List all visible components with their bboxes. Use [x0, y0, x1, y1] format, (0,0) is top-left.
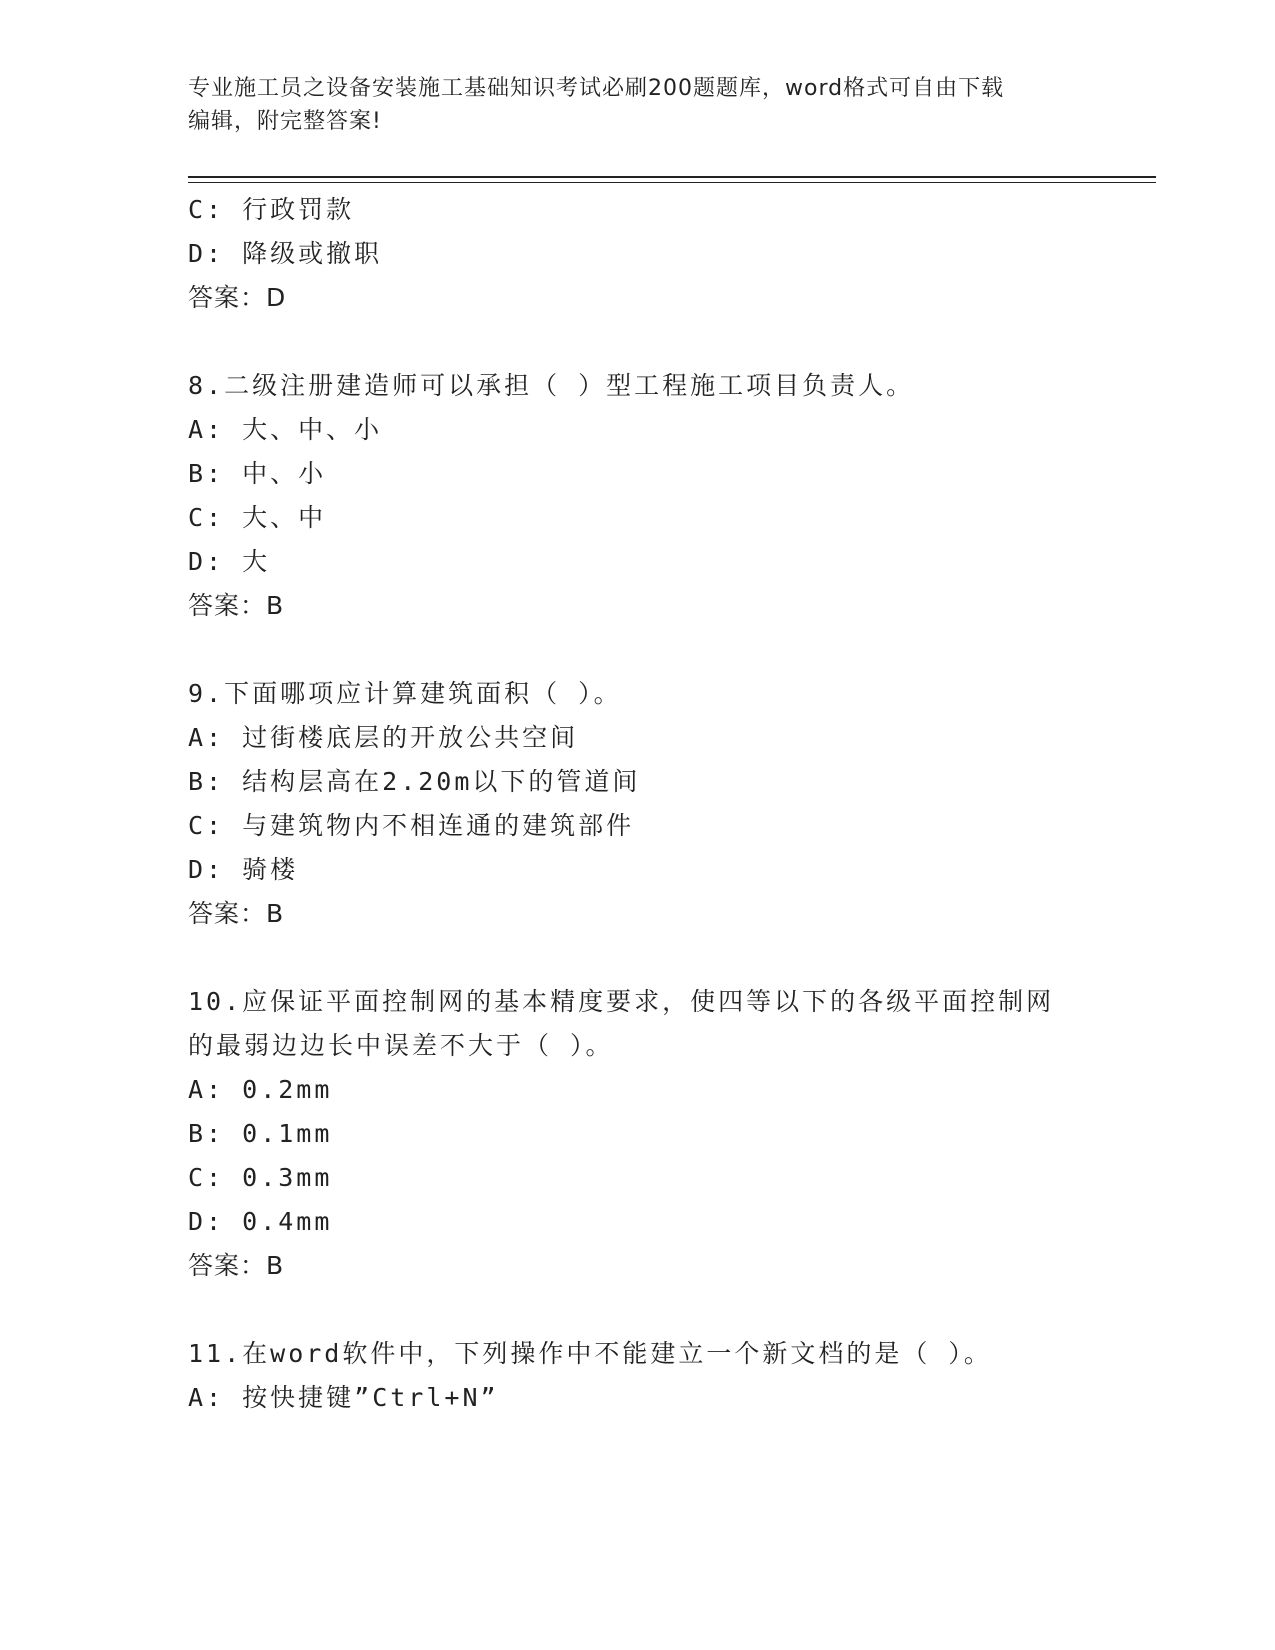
question-10-option-c: C: 0.3mm: [188, 1163, 333, 1192]
question-9-answer: 答案：B: [188, 899, 285, 928]
question-8-option-a: A: 大、中、小: [188, 415, 383, 444]
question-9-stem: 9.下面哪项应计算建筑面积（ ）。: [188, 679, 622, 708]
prev-option-c: C: 行政罚款: [188, 195, 355, 224]
question-8-option-c: C: 大、中: [188, 503, 327, 532]
header-divider-thin: [188, 182, 1156, 183]
question-8-option-d: D: 大: [188, 547, 271, 576]
header-line-2: 编辑，附完整答案!: [188, 109, 382, 134]
question-11-option-a: A: 按快捷键”Ctrl+N”: [188, 1383, 499, 1412]
question-10-stem-line-1: 10.应保证平面控制网的基本精度要求，使四等以下的各级平面控制网: [188, 987, 1055, 1016]
question-10-option-d: D: 0.4mm: [188, 1207, 333, 1236]
question-9-option-c: C: 与建筑物内不相连通的建筑部件: [188, 811, 635, 840]
question-10-stem-line-2: 的最弱边边长中误差不大于（ ）。: [188, 1031, 614, 1060]
question-10-answer: 答案：B: [188, 1251, 285, 1280]
question-11-stem: 11.在word软件中，下列操作中不能建立一个新文档的是（ ）。: [188, 1339, 992, 1368]
question-8-option-b: B: 中、小: [188, 459, 327, 488]
question-9-option-a: A: 过街楼底层的开放公共空间: [188, 723, 579, 752]
prev-option-d: D: 降级或撤职: [188, 239, 383, 268]
question-8-stem: 8.二级注册建造师可以承担（ ）型工程施工项目负责人。: [188, 371, 915, 400]
question-10-option-b: B: 0.1mm: [188, 1119, 333, 1148]
document-header: [188, 72, 1088, 138]
header-divider-thick: [188, 176, 1156, 178]
header-line-1: 专业施工员之设备安装施工基础知识考试必刷200题题库，word格式可自由下载: [188, 76, 1005, 101]
question-8-answer: 答案：B: [188, 591, 285, 620]
question-9-option-b: B: 结构层高在2.20m以下的管道间: [188, 767, 641, 796]
prev-answer: 答案：D: [188, 283, 287, 312]
question-10-option-a: A: 0.2mm: [188, 1075, 333, 1104]
question-9-option-d: D: 骑楼: [188, 855, 299, 884]
